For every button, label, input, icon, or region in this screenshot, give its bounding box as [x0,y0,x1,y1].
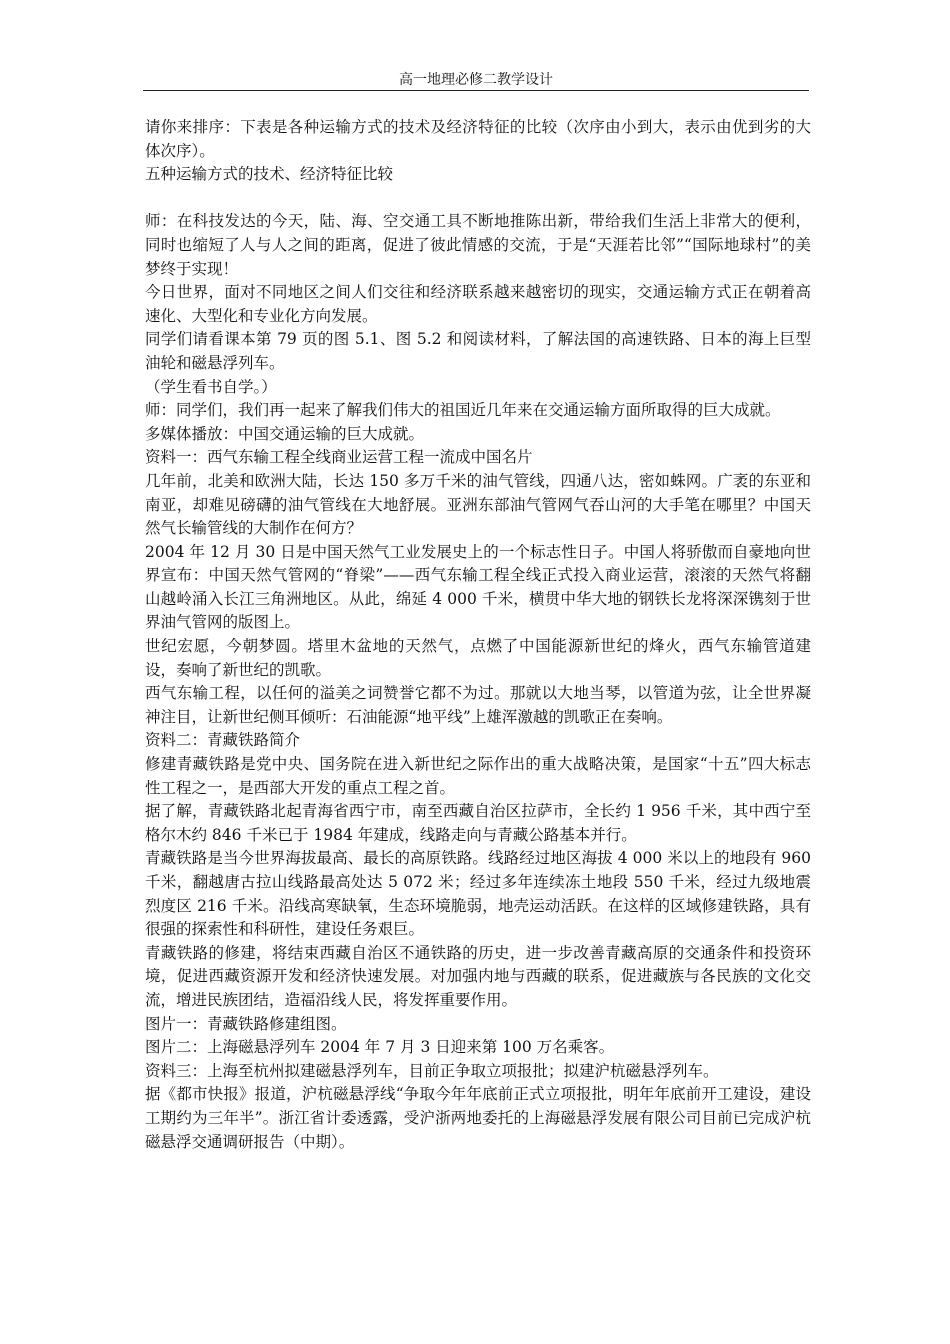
picture-one-caption: 图片一：青藏铁路修建组图。 [145,1014,347,1033]
paragraph-world-today: 今日世界，面对不同地区之间人们交往和经济联系越来越密切的现实，交通运输方式正在朝着高速化、大型化和专业化方向发展。 [145,283,811,325]
paragraph-2004-milestone: 2004 年 12 月 30 日是中国天然气工业发展史上的一个标志性日子。中国人将骄傲而自豪地向世界宣布：中国天然气管网的“脊梁”——西气东输工程全线正式投入商业运营，滚滚的天然气将翻山越岭涌入长江三角洲地区。从此，绵延 4 000 千米，横贯中华大地的钢铁长龙将深深镌刻于世界油气管网的版图上。 [145,542,811,632]
paragraph-west-east-gas: 西气东输工程，以任何的溢美之词赞誉它都不为过。那就以大地当琴，以管道为弦，让全世界凝神注目，让新世纪侧耳倾听：石油能源“地平线”上雄浑激越的凯歌正在奏响。 [145,684,811,726]
paragraph-century-dream: 世纪宏愿，今朝梦圆。塔里木盆地的天然气，点燃了中国能源新世纪的烽火，西气东输管道建设，奏响了新世纪的凯歌。 [145,637,811,679]
page-header-title: 高一地理必修二教学设计 [399,72,553,88]
paragraph-pipelines: 几年前，北美和欧洲大陆，长达 150 多万千米的油气管线，四通八达，密如蛛网。广袤的东亚和南亚，却难见磅礴的油气管线在大地舒展。亚洲东部油气管网气吞山河的大手笔在哪里？中国天然气长输管线的大制作在何方？ [145,471,811,538]
paragraph-railway-decision: 修建青藏铁路是党中央、国务院在进入新世纪之际作出的重大战略决策，是国家“十五”四大标志性工程之一，是西部大开发的重点工程之首。 [145,755,811,797]
paragraph-railway-impact: 青藏铁路的修建，将结束西藏自治区不通铁路的历史，进一步改善青藏高原的交通条件和投资环境，促进西藏资源开发和经济快速发展。对加强内地与西藏的联系，促进藏族与各民族的文化交流，增进民族团结，造福沿线人民，将发挥重要作用。 [145,943,811,1009]
blank-line [145,187,811,211]
paragraph-textbook-reference: 同学们请看课本第 79 页的图 5.1、图 5.2 和阅读材料，了解法国的高速铁路、日本的海上巨型油轮和磁悬浮列车。 [145,330,811,372]
material-one-heading: 资料一：西气东输工程全线商业运营工程一流成中国名片 [145,448,533,467]
paragraph-railway-route: 据了解，青藏铁路北起青海省西宁市，南至西藏自治区拉萨市，全长约 1 956 千米，其中西宁至格尔木约 846 千米已于 1984 年建成，线路走向与青藏公路基本并行。 [145,802,811,844]
header-rule [143,90,809,91]
picture-two-caption: 图片二：上海磁悬浮列车 2004 年 7 月 3 日迎来第 100 万名乘客。 [145,1038,615,1057]
paragraph-self-study: （学生看书自学。） [145,377,277,396]
paragraph-teacher-intro: 师：在科技发达的今天，陆、海、空交通工具不断地推陈出新，带给我们生活上非常大的便利，同时也缩短了人与人之间的距离，促进了彼此情感的交流，于是“天涯若比邻”“国际地球村”的美梦终于实现！ [145,212,811,278]
document-body [145,116,811,1154]
table-caption: 五种运输方式的技术、经济特征比较 [145,165,394,184]
paragraph-railway-altitude: 青藏铁路是当今世界海拔最高、最长的高原铁路。线路经过地区海拔 4 000 米以上的地段有 960 千米，翻越唐古拉山线路最高处达 5 072 米；经过多年连续冻土地段 550 千米，经过九级地震烈度区 216 千米。沿线高寒缺氧，生态环境脆弱，地壳运动活跃。在这样的区域修建铁路，具有很强的探索性和科研性，建设任务艰巨。 [145,849,811,939]
paragraph-multimedia: 多媒体播放：中国交通运输的巨大成就。 [145,424,425,443]
paragraph-maglev-report: 据《都市快报》报道，沪杭磁悬浮线“争取今年年底前正式立项报批，明年年底前开工建设，建设工期约为三年半”。浙江省计委透露，受沪浙两地委托的上海磁悬浮发展有限公司目前已完成沪杭磁悬浮交通调研报告（中期）。 [145,1085,811,1151]
paragraph-sort-task: 请你来排序：下表是各种运输方式的技术及经济特征的比较（次序由小到大，表示由优到劣的大体次序）。 [145,118,811,160]
material-two-heading: 资料二：青藏铁路简介 [145,731,301,750]
paragraph-teacher-achievements: 师：同学们，我们再一起来了解我们伟大的祖国近几年来在交通运输方面所取得的巨大成就。 [145,401,781,420]
material-three-heading: 资料三：上海至杭州拟建磁悬浮列车，目前正争取立项报批；拟建沪杭磁悬浮列车。 [145,1061,719,1080]
